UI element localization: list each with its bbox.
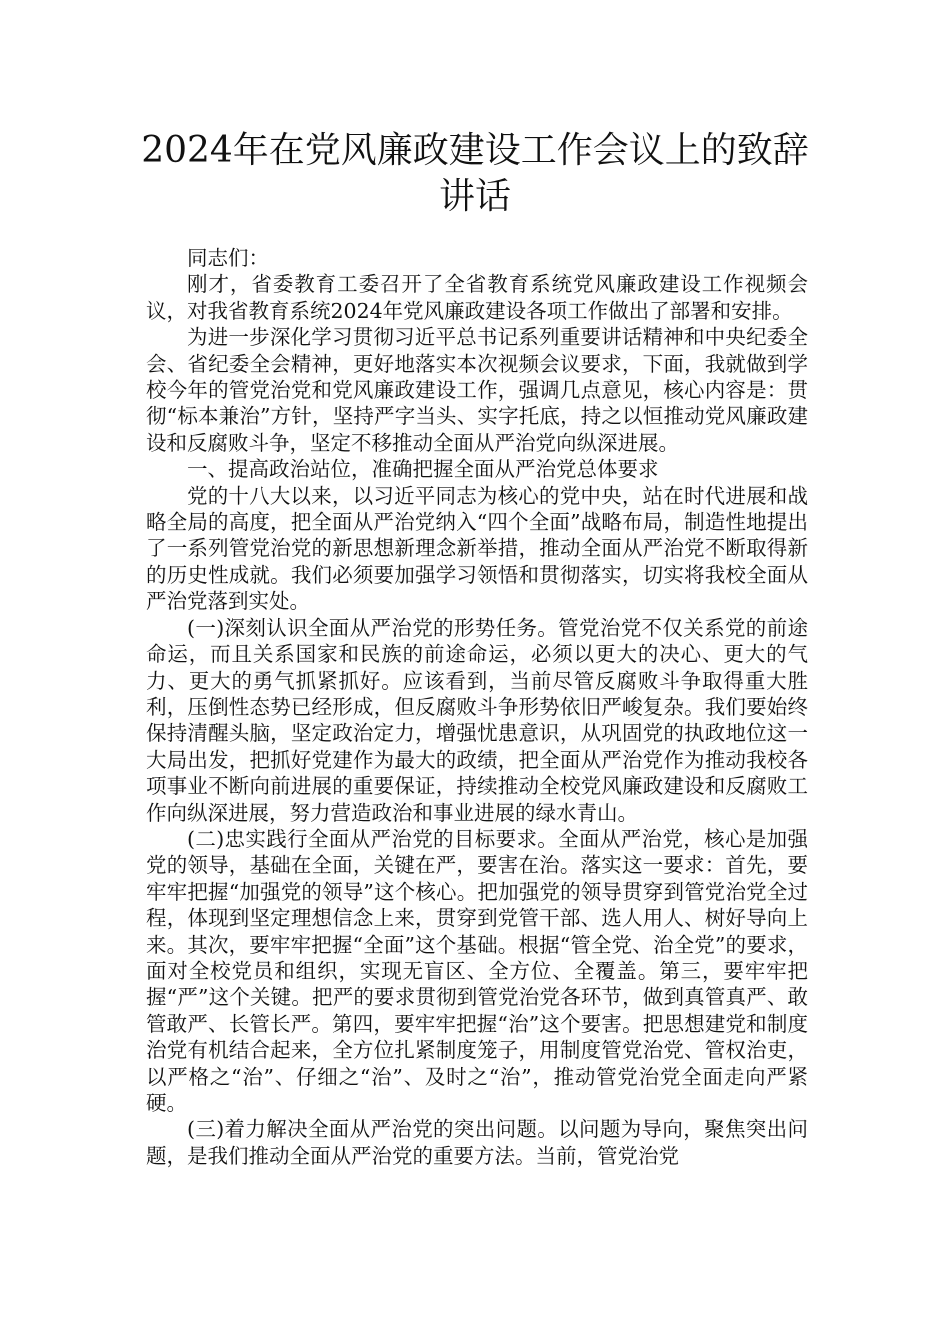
title-line-1: 2024年在党风廉政建设工作会议上的致辞 — [141, 130, 809, 171]
document-body — [146, 245, 808, 1169]
paragraph: 刚才，省委教育工委召开了全省教育系统党风廉政建设工作视频会议，对我省教育系统2024年党风廉政建设各项工作做出了部署和安排。 — [146, 272, 808, 323]
paragraph: (一)深刻认识全面从严治党的形势任务。管党治党不仅关系党的前途命运，而且关系国家和民族的前途命运，必须以更大的决心、更大的气力、更大的勇气抓紧抓好。应该看到，当前尽管反腐败斗争取得重大胜利，压倒性态势已经形成，但反腐败斗争形势依旧严峻复杂。我们要始终保持清醒头脑，坚定政治定力，增强忧患意识，从巩固党的执政地位这一大局出发，把抓好党建作为最大的政绩，把全面从严治党作为推动我校各项事业不断向前进展的重要保证，持续推动全校党风廉政建设和反腐败工作向纵深进展，努力营造政治和事业进展的绿水青山。 — [146, 615, 808, 825]
title-line-2: 讲话 — [438, 176, 511, 217]
paragraph: 为进一步深化学习贯彻习近平总书记系列重要讲话精神和中央纪委全会、省纪委全会精神，更好地落实本次视频会议要求，下面，我就做到学校今年的管党治党和党风廉政建设工作，强调几点意见，核心内容是：贯彻“标本兼治”方针，坚持严字当头、实字托底，持之以恒推动党风廉政建设和反腐败斗争，坚定不移推动全面从严治党向纵深进展。 — [146, 325, 808, 455]
paragraph: 党的十八大以来，以习近平同志为核心的党中央，站在时代进展和战略全局的高度，把全面从严治党纳入“四个全面”战略布局，制造性地提出了一系列管党治党的新思想新理念新举措，推动全面从严治党不断取得新的历史性成就。我们必须要加强学习领悟和贯彻落实，切实将我校全面从严治党落到实处。 — [146, 483, 808, 614]
paragraph: (二)忠实践行全面从严治党的目标要求。全面从严治党，核心是加强党的领导，基础在全面，关键在严，要害在治。落实这一要求：首先，要牢牢把握“加强党的领导”这个核心。把加强党的领导贯穿到管党治党全过程，体现到坚定理想信念上来，贯穿到党管干部、选人用人、树好导向上来。其次，要牢牢把握“全面”这个基础。根据“管全党、治全党”的要求，面对全校党员和组织，实现无盲区、全方位、全覆盖。第三，要牢牢把握“严”这个关键。把严的要求贯彻到管党治党各环节，做到真管真严、敢管敢严、长管长严。第四，要牢牢把握“治”这个要害。把思想建党和制度治党有机结合起来，全方位扎紧制度笼子，用制度管党治党、管权治吏，以严格之“治”、仔细之“治”、及时之“治”，推动管党治党全面走向严紧硬。 — [146, 826, 808, 1115]
document-title — [120, 128, 830, 220]
salutation: 同志们： — [187, 246, 269, 270]
paragraph: (三)着力解决全面从严治党的突出问题。以问题为导向，聚焦突出问题，是我们推动全面从严治党的重要方法。当前，管党治党 — [146, 1117, 808, 1168]
section-heading: 一、提高政治站位，准确把握全面从严治党总体要求 — [187, 457, 659, 482]
